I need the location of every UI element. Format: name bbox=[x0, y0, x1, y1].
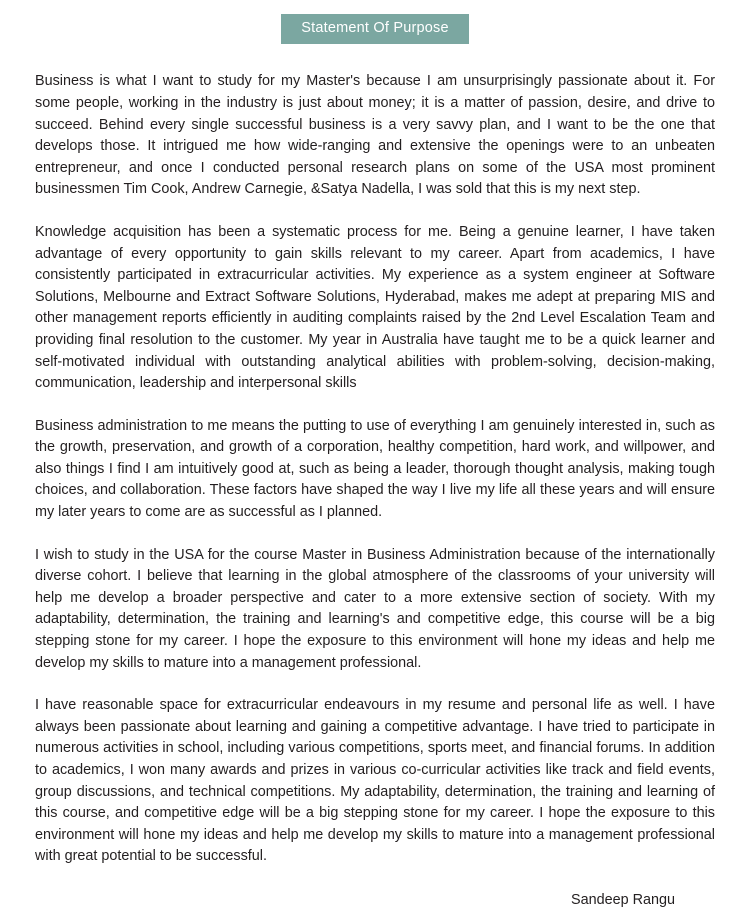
author-signature: Sandeep Rangu bbox=[570, 891, 675, 908]
paragraph-4: I wish to study in the USA for the course Master in Business Administration because of the internationally diverse cohort. I believe that learning in the global atmosphere of the classrooms of your university will help me develop a broader perspective and cater to a more extensive section of society. With my adaptability, determination, the training and learning's and competitive edge, this course will be a big stepping stone for my career. I hope the exposure to this environment will hone my ideas and help me develop my skills to mature into a management professional. bbox=[35, 546, 715, 671]
document-body bbox=[0, 71, 750, 911]
paragraph-3: Business administration to me means the putting to use of everything I am genuinely interested in, such as the growth, preservation, and growth of a corporation, healthy competition, hard work, and willpower, and also things I find I am intuitively good at, such as being a leader, thorough thought analysis, making tough choices, and collaboration. These factors have shaped the way I live my life all these years and will ensure my later years to come are as successful as I planned. bbox=[35, 417, 715, 521]
paragraph-5: I have reasonable space for extracurricular endeavours in my resume and personal life as well. I have always been passionate about learning and gaining a competitive advantage. I have tried to participate in numerous activities in school, including various competitions, sports meet, and financial forums. In addition to academics, I won many awards and prizes in various co-curricular activities like track and field events, group discussions, and technical competitions. My adaptability, determination, the training and learning of this course, and competitive edge will be a big stepping stone for my career. I hope the exposure to this environment will hone my ideas and help me develop my skills to mature into a management professional with great potential to be successful. bbox=[35, 697, 715, 865]
paragraph-2: Knowledge acquisition has been a systematic process for me. Being a genuine learner, I have taken advantage of every opportunity to gain skills relevant to my career. Apart from academics, I have consistently participated in extracurricular activities. My experience as a system engineer at Software Solutions, Melbourne and Extract Software Solutions, Hyderabad, makes me adept at preparing MIS and other management reports efficiently in auditing complaints raised by the 2nd Level Escalation Team and providing final resolution to the customer. My year in Australia have taught me to be a quick learner and self-motivated individual with outstanding analytical abilities with problem-solving, decision-making, communication, leadership and interpersonal skills bbox=[35, 223, 715, 392]
document-header bbox=[0, 0, 750, 44]
paragraph-1: Business is what I want to study for my Master's because I am unsurprisingly passionate about it. For some people, working in the industry is just about money; it is a matter of passion, desire, and drive to succeed. Behind every single successful business is a very savvy plan, and I want to be the one that develops those. It intrigued me how wide-ranging and extensive the openings were to an unbeaten entrepreneur, and once I conducted personal research plans on some of the USA most prominent businessmen Tim Cook, Andrew Carnegie, &Satya Nadella, I was sold that this is my next step. bbox=[35, 73, 715, 198]
signature-block bbox=[35, 890, 715, 912]
page-title: Statement Of Purpose bbox=[281, 14, 468, 44]
